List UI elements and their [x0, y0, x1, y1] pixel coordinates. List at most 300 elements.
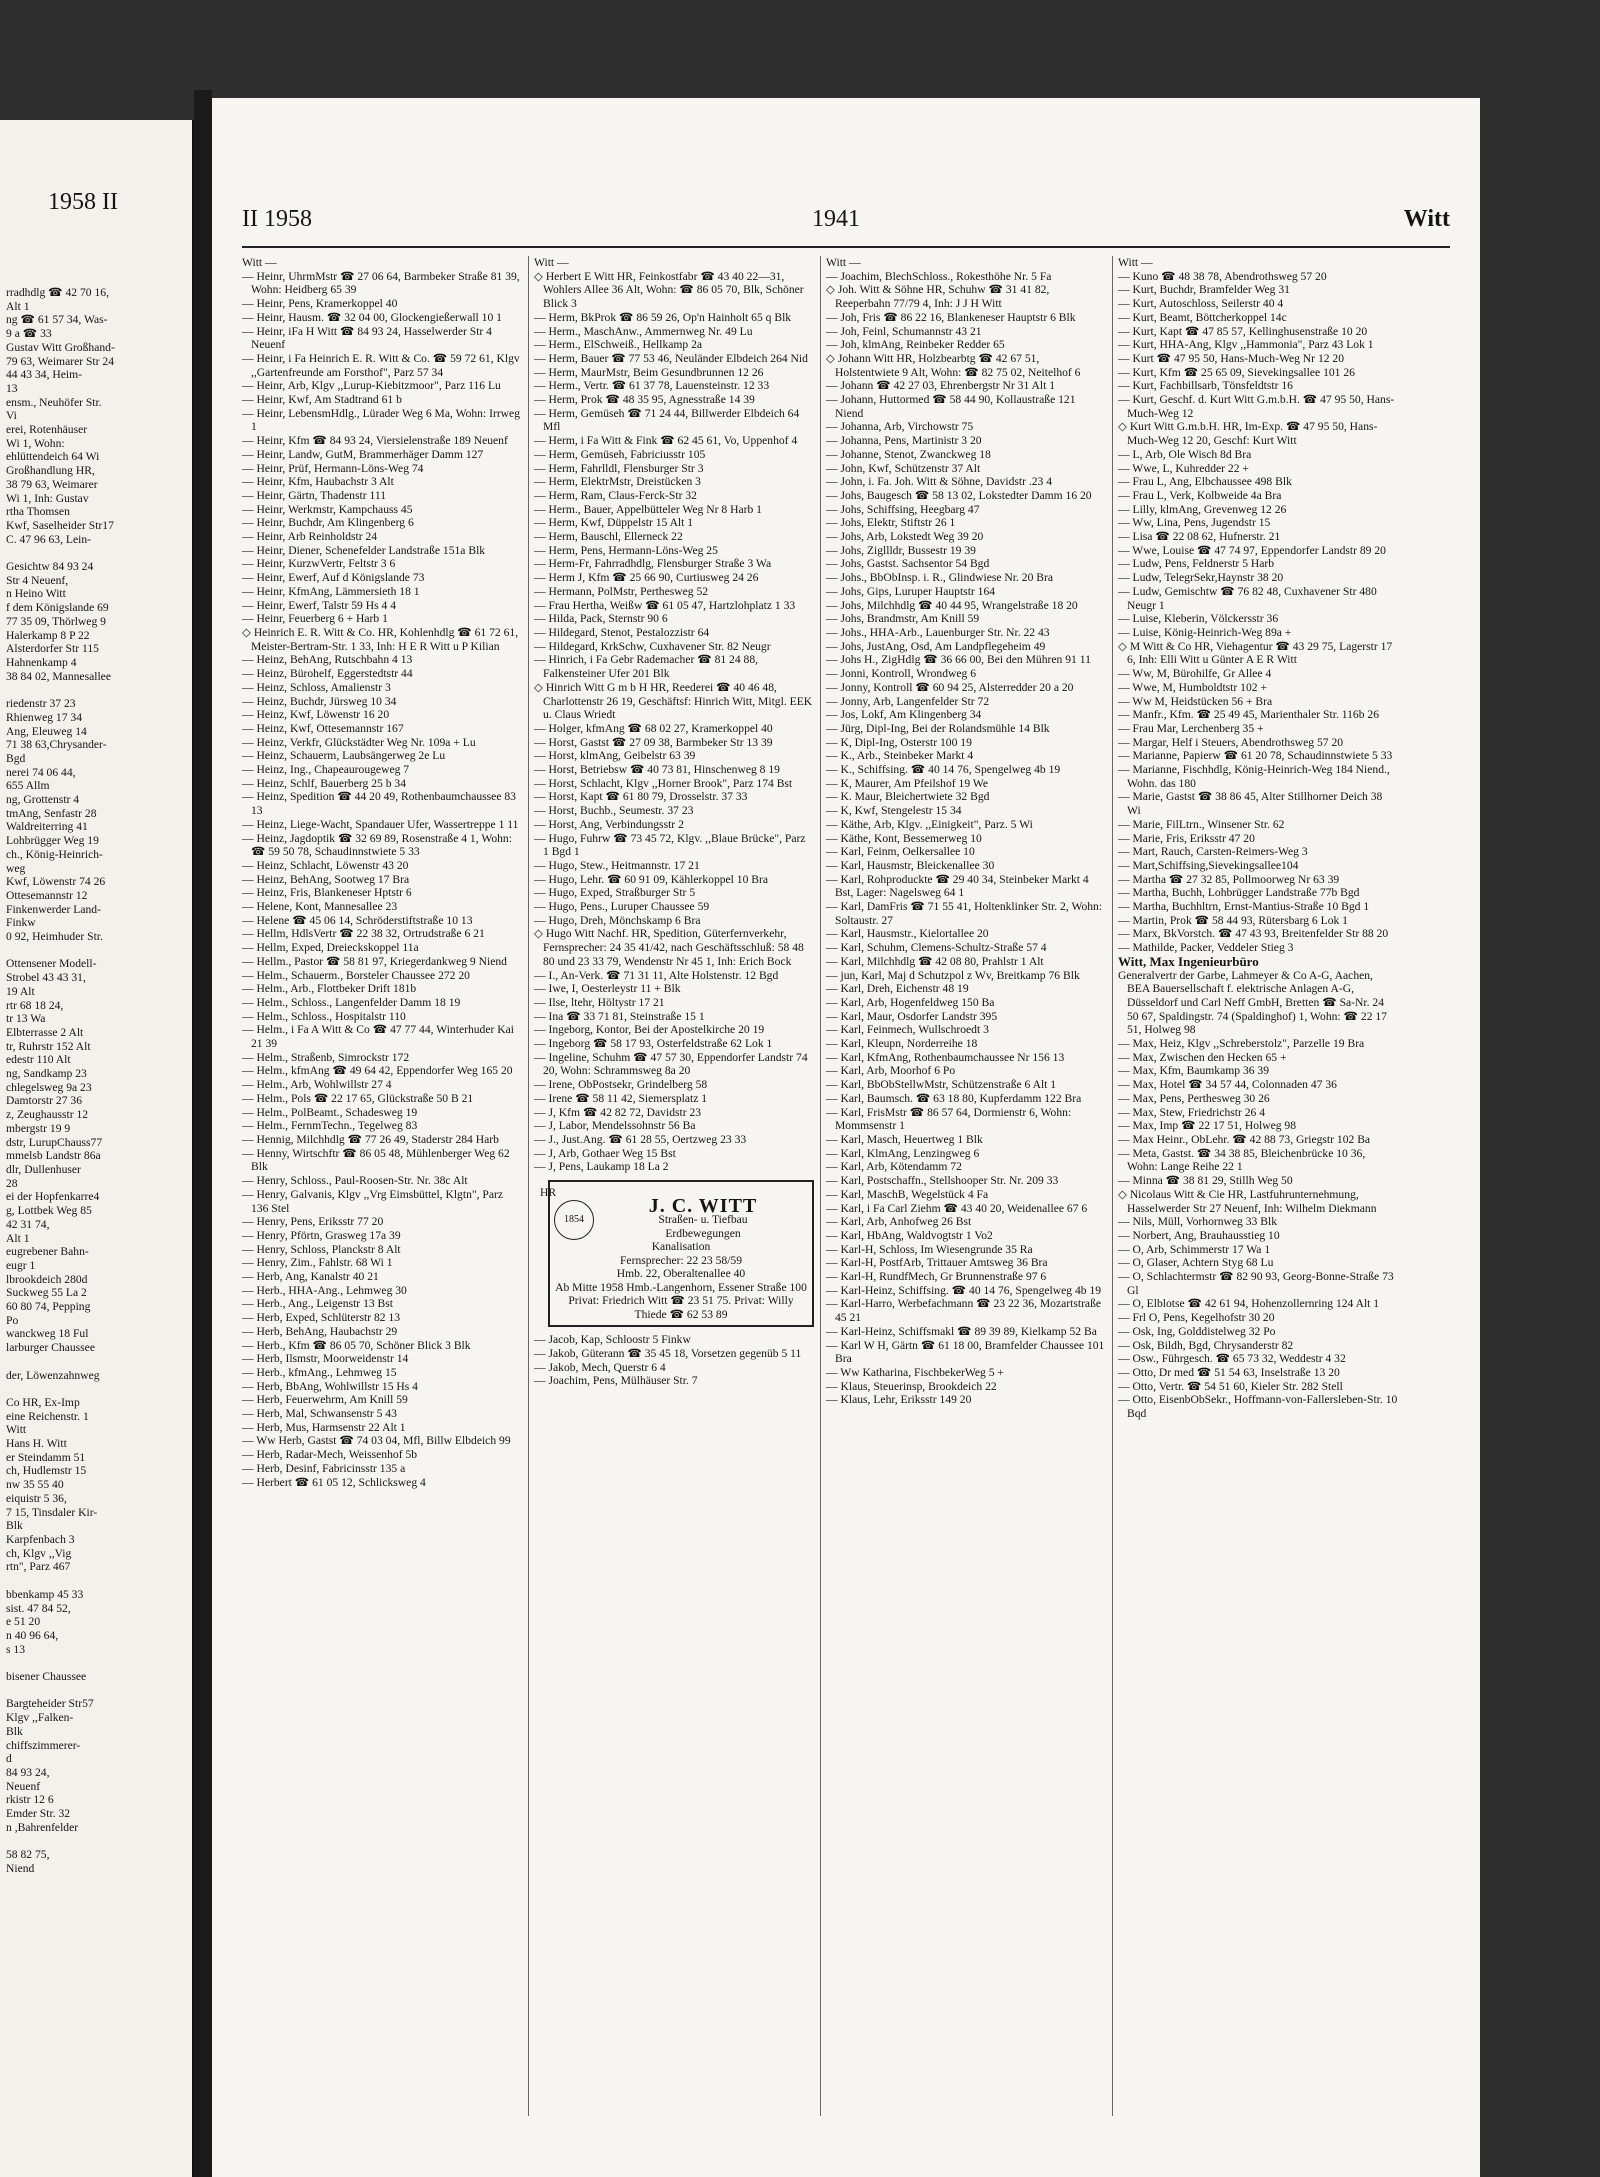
left-page-line: Blk — [6, 1724, 23, 1738]
directory-entry: — Helm., Arb, Wohlwillstr 27 4 — [242, 1078, 392, 1092]
directory-entry: — Heinr, Landw, GutM, Brammerhäger Damm 127 — [242, 447, 484, 461]
directory-entry: — Heinz, Bürohelf, Eggerstedtstr 44 — [242, 667, 413, 681]
directory-entry: — Mart, Rauch, Carsten-Reimers-Weg 3 — [1118, 845, 1308, 859]
directory-entry: — Herm, Kwf, Düppelstr 15 Alt 1 — [534, 516, 694, 530]
directory-entry: — Heinz, Kwf, Löwenstr 16 20 — [242, 708, 390, 722]
directory-entry: — Kurt, Buchdr, Bramfelder Weg 31 — [1118, 283, 1290, 297]
left-page-line: er Steindamm 51 — [6, 1450, 86, 1464]
directory-entry: — Mart,Schiffsing,Sievekingsallee104 — [1118, 858, 1299, 872]
directory-entry: — Kurt, Geschf. d. Kurt Witt G.m.b.H. ☎ 47 95 50, Hans-Much-Weg 12 — [1118, 393, 1395, 420]
advert-line: Fernsprecher: 22 23 58/59 — [619, 1253, 743, 1267]
advert-title: J. C. WITT — [648, 1194, 758, 1217]
book-gutter — [194, 90, 212, 2177]
directory-entry: ◇ Hugo Witt Nachf. HR, Spedition, Güterfernverkehr, Fernsprecher: 24 35 41/42, nach Geschäftsschluß: 58 48 80 und 23 33 79, Wendenstr Nr 45 1, Inh: Erich Bock — [534, 927, 804, 968]
left-page-line — [6, 1382, 190, 1396]
directory-entry: — Joh, Feinl, Schumannstr 43 21 — [826, 324, 982, 338]
advert-line: Kanalisation — [651, 1240, 711, 1254]
directory-entry: — Karl, Baumsch. ☎ 63 18 80, Kupferdamm 122 Bra — [826, 1091, 1082, 1105]
directory-entry: — Käthe, Kont, Bessemerweg 10 — [826, 831, 982, 845]
directory-entry: — Joachim, BlechSchloss., Rokesthöhe Nr. 5 Fa — [826, 269, 1052, 283]
directory-entry: — O, Schlachtermstr ☎ 82 90 93, Georg-Bonne-Straße 73 Gl — [1118, 1270, 1394, 1297]
directory-entry: — Frl O, Pens, Kegelhofstr 30 20 — [1118, 1311, 1275, 1325]
directory-entry: — Helm., Pols ☎ 22 17 65, Glückstraße 50 B 21 — [242, 1091, 474, 1105]
column-divider — [1112, 256, 1113, 2116]
directory-entry: — Lilly, klmAng, Grevenweg 12 26 — [1118, 502, 1287, 516]
directory-entry: — Jonny, Kontroll ☎ 60 94 25, Alsterredder 20 a 20 — [826, 680, 1074, 694]
directory-entry: ◇ M Witt & Co HR, Viehagentur ☎ 43 29 75, Lagerstr 17 6, Inh: Elli Witt u Günter A E R Witt — [1118, 639, 1393, 667]
directory-entry: — Johs, Gips, Luruper Hauptstr 164 — [826, 584, 996, 598]
left-page-line: rradhdlg ☎ 42 70 16, — [6, 286, 109, 299]
left-page-line: weg — [6, 861, 26, 875]
directory-entry: — Henry, Zim., Fahlstr. 68 Wi 1 — [242, 1256, 393, 1270]
directory-entry: — Holger, kfmAng ☎ 68 02 27, Kramerkoppel 40 — [534, 721, 773, 735]
directory-entry: — Helene ☎ 45 06 14, Schröderstiftstraße 10 13 — [242, 913, 473, 927]
directory-entry: — Herm, Gemüseh, Fabriciusstr 105 — [534, 447, 706, 461]
directory-entry: — Marie, Fris, Eriksstr 47 20 — [1118, 831, 1255, 845]
directory-entry: ◇ Johann Witt HR, Holzbearbtg ☎ 42 67 51, Holstentwiete 9 Alt, Wohn: ☎ 82 75 02, Neitelhof 6 — [826, 351, 1081, 379]
left-page-line: Elbterrasse 2 Alt — [6, 1025, 84, 1039]
directory-entry: — Joh, Fris ☎ 86 22 16, Blankeneser Hauptstr 6 Blk — [826, 310, 1076, 324]
directory-entry: — Otto, Vertr. ☎ 54 51 60, Kieler Str. 282 Stell — [1118, 1379, 1343, 1393]
directory-entry: — Otto, EisenbObSekr., Hoffmann-von-Fallersleben-Str. 10 Bqd — [1118, 1393, 1398, 1421]
directory-entry: — Johanna, Pens, Martinistr 3 20 — [826, 434, 982, 448]
directory-entry: — Martin, Prok ☎ 58 44 93, Rütersbarg 6 Lok 1 — [1118, 913, 1348, 927]
directory-entry: — J, Arb, Gothaer Weg 15 Bst — [534, 1146, 676, 1160]
directory-entry: — Herb., Kfm ☎ 86 05 70, Schöner Blick 3 Blk — [242, 1338, 471, 1352]
directory-entry: — Heinr, KfmAng, Lämmersieth 18 1 — [242, 584, 420, 598]
directory-entry: — Hugo, Exped, Straßburger Str 5 — [534, 886, 696, 900]
directory-entry: ◇ Hinrich Witt G m b H HR, Reederei ☎ 40 46 48, Charlottenstr 26 19, Geschäftsf: Hinrich Witt, Mitgl. EEK u. Claus Wriedt — [534, 680, 813, 722]
left-page-line: mmelsb Landstr 86a — [6, 1149, 101, 1163]
directory-entry: — Hennig, Milchhdlg ☎ 77 26 49, Staderstr 284 Harb — [242, 1133, 499, 1146]
left-page-line: Rhienweg 17 34 — [6, 710, 82, 724]
left-page-line: Wi 1, Wohn: — [6, 436, 65, 450]
left-page-line: wanckweg 18 Ful — [6, 1327, 89, 1341]
directory-entry: — Heinr, UhrmMstr ☎ 27 06 64, Barmbeker Straße 81 39, Wohn: Heidberg 65 39 — [242, 269, 520, 297]
left-page-header: 1958 II — [48, 189, 118, 215]
left-page-line — [6, 1574, 190, 1588]
left-page-line: tr 13 Wa — [6, 1012, 46, 1026]
left-page-line: larburger Chaussee — [6, 1341, 95, 1355]
directory-entry: — Heinz, Schloss, Amalienstr 3 — [242, 680, 391, 694]
left-page-line: C. 47 96 63, Lein- — [6, 532, 92, 546]
directory-entry: — J, Kfm ☎ 42 82 72, Davidstr 23 — [534, 1105, 702, 1119]
directory-entry: — Herm, Bauschl, Ellerneck 22 — [534, 530, 683, 544]
left-page-line: Alt 1 — [6, 1231, 30, 1245]
directory-entry: — Jonny, Arb, Langenfelder Str 72 — [826, 694, 990, 708]
directory-entry: — jun, Karl, Maj d Schutzpol z Wv, Breitkamp 76 Blk — [826, 968, 1080, 982]
left-page-line: chlegelsweg 9a 23 — [6, 1080, 92, 1094]
directory-entry: — Henry, Schloss, Planckstr 8 Alt — [242, 1242, 401, 1256]
left-page-line: n 40 96 64, — [6, 1628, 59, 1642]
directory-entry: — Iwe, I, Oesterleystr 11 + Blk — [534, 982, 681, 996]
left-page-line: g, Lottbek Weg 85 — [6, 1204, 92, 1218]
left-page-line: Gustav Witt Großhand- — [6, 340, 115, 354]
left-page-line: 84 93 24, — [6, 1765, 50, 1779]
directory-entry: — Max, Pens, Perthesweg 30 26 — [1118, 1091, 1270, 1105]
left-page-line: 38 84 02, Mannesallee — [6, 669, 111, 683]
left-page-line: ch, Klgv ,,Vig — [6, 1546, 72, 1560]
directory-entry: — Herm, BkProk ☎ 86 59 26, Op'n Hainholt 65 q Blk — [534, 310, 792, 324]
advert-marker: HR — [540, 1186, 557, 1200]
directory-entry: — Heinr, Kwf, Am Stadtrand 61 b — [242, 393, 402, 407]
directory-entry: — Herm J, Kfm ☎ 25 66 90, Curtiusweg 24 26 — [534, 571, 759, 585]
directory-entry: — Henry, Galvanis, Klgv ,,Vrg Eimsbüttel, Klgtn", Parz 136 Stel — [242, 1187, 503, 1215]
directory-entry: — Karl, Schuhm, Clemens-Schultz-Straße 57 4 — [826, 941, 1047, 955]
directory-entry: — Herm, Pens, Hermann-Löns-Weg 25 — [534, 543, 718, 557]
directory-entry: — Wwe, L, Kuhredder 22 + — [1118, 461, 1249, 475]
left-page-line: n ,Bahrenfelder — [6, 1820, 79, 1834]
directory-entry: — Hugo, Pens., Luruper Chaussee 59 — [534, 900, 710, 914]
directory-entry: — Irene ☎ 58 11 42, Siemersplatz 1 — [534, 1091, 708, 1105]
column-head: Witt — — [826, 256, 861, 269]
left-page-line: erei, Rotenhäuser — [6, 423, 88, 437]
directory-entry: — J, Pens, Laukamp 18 La 2 — [534, 1160, 669, 1174]
directory-entry: — John, Kwf, Schützenstr 37 Alt — [826, 461, 981, 475]
left-page-line: Suckweg 55 La 2 — [6, 1286, 87, 1300]
directory-entry: — Otto, Dr med ☎ 51 54 63, Inselstraße 13 20 — [1118, 1365, 1340, 1379]
directory-entry: — Karl-Heinz, Schiffsmakl ☎ 89 39 89, Kielkamp 52 Ba — [826, 1324, 1097, 1338]
left-page-line: Kwf, Saselheider Str17 — [6, 518, 114, 532]
directory-entry: — Klaus, Steuerinsp, Brookdeich 22 — [826, 1379, 997, 1393]
left-page-line: Strobel 43 43 31, — [6, 971, 86, 985]
directory-entry: — Mathilde, Packer, Veddeler Stieg 3 — [1118, 941, 1294, 955]
left-page-line: ng, Sandkamp 23 — [6, 1067, 87, 1081]
directory-entry: — Johs, Arb, Lokstedt Weg 39 20 — [826, 530, 984, 544]
directory-entry: — Heinr, KurzwVertr, Feltstr 3 6 — [242, 557, 396, 571]
directory-entry: — Helm., FernmTechn., Tegelweg 83 — [242, 1119, 418, 1133]
directory-entry: — K, Kwf, Stengelestr 15 34 — [826, 804, 962, 818]
directory-entry: — Heinz, Schlacht, Löwenstr 43 20 — [242, 858, 409, 872]
directory-entry: — Kurt ☎ 47 95 50, Hans-Much-Weg Nr 12 20 — [1118, 351, 1345, 365]
left-page-line — [6, 1834, 190, 1848]
directory-entry: — Heinz, Ing., Chapeaurougeweg 7 — [242, 763, 410, 777]
directory-entry: — Hermann, PolMstr, Perthesweg 52 — [534, 584, 709, 598]
directory-entry: — Herm., Bauer, Appelbütteler Weg Nr 8 Harb 1 — [534, 502, 762, 516]
directory-entry: — Max, Kfm, Baumkamp 36 39 — [1118, 1064, 1270, 1078]
left-page-line: bbenkamp 45 33 — [6, 1587, 84, 1601]
left-page-line: Bgd — [6, 751, 26, 765]
directory-entry: — Luise, Kleberin, Völckersstr 36 — [1118, 612, 1279, 626]
column-head: Witt — — [242, 256, 277, 269]
left-page-line: Gesichtw 84 93 24 — [6, 560, 94, 574]
directory-entry: — Karl, HbAng, Waldvogtstr 1 Vo2 — [826, 1228, 993, 1242]
directory-entry: — Johs, Elektr, Stiftstr 26 1 — [826, 516, 956, 530]
left-page-line: 9 a ☎ 33 — [6, 327, 52, 341]
left-page-line: 655 Allm — [6, 779, 50, 793]
left-page-line — [6, 546, 190, 560]
directory-entry: Witt, Max Ingenieurbüro — [1118, 953, 1259, 969]
left-page-line: 0 92, Heimhuder Str. — [6, 930, 103, 944]
directory-entry: — Karl, MaschB, Wegelstück 4 Fa — [826, 1187, 989, 1201]
advert-line: Ab Mitte 1958 Hmb.-Langenhorn, Essener Straße 100 — [555, 1280, 807, 1294]
directory-entry: — Horst, Gastst ☎ 27 09 38, Barmbeker Str 13 39 — [534, 735, 773, 749]
directory-entry: — Karl, Postschaffn., Stellshooper Str. Nr. 209 33 — [826, 1174, 1059, 1188]
directory-entry: — Jakob, Güterann ☎ 35 45 18, Vorsetzen gegenüb 5 11 — [534, 1346, 802, 1360]
directory-entry: — Herm, i Fa Witt & Fink ☎ 62 45 61, Vo, Uppenhof 4 — [534, 434, 798, 448]
directory-entry: — Herm., Vertr. ☎ 61 37 78, Lauensteinstr. 12 33 — [534, 379, 770, 393]
directory-entry: — Frau Mar, Lerchenberg 35 + — [1118, 721, 1264, 735]
directory-entry: — Karl, Masch, Heuertweg 1 Blk — [826, 1133, 983, 1146]
left-page-line: Ottensener Modell- — [6, 957, 97, 971]
directory-entry: — Kurt, Beamt, Böttcherkoppel 14c — [1118, 310, 1287, 324]
directory-entry: — Horst, Ang, Verbindungsstr 2 — [534, 817, 684, 831]
left-page-line: z, Zeughausstr 12 — [6, 1108, 89, 1122]
left-page-line: bisener Chaussee — [6, 1670, 87, 1684]
directory-entry: — Martha, Buchh, Lohbrügger Landstraße 77b Bgd — [1118, 886, 1360, 900]
directory-entry: — Heinz, Fris, Blankeneser Hptstr 6 — [242, 886, 412, 900]
directory-entry: — Meta, Gastst. ☎ 34 38 85, Bleichenbrücke 10 36, Wohn: Lange Reihe 22 1 — [1118, 1146, 1366, 1174]
left-page-line: rkistr 12 6 — [6, 1793, 54, 1807]
directory-entry: — Herbert ☎ 61 05 12, Schlicksweg 4 — [242, 1475, 426, 1489]
left-page-line: 13 — [6, 381, 18, 395]
directory-entry: — Johs, Baugesch ☎ 58 13 02, Lokstedter Damm 16 20 — [826, 488, 1092, 502]
directory-entry: — Johs, Schiffsing, Heegbarg 47 — [826, 502, 980, 516]
directory-entry: — K. Maur, Bleichertwiete 32 Bgd — [826, 790, 990, 804]
directory-entry: — Ilse, ltehr, Höltystr 17 21 — [534, 995, 665, 1009]
left-page-line: eugrebener Bahn- — [6, 1245, 89, 1259]
directory-entry: — Hinrich, i Fa Gebr Rademacher ☎ 81 24 88, Falkensteiner Ufer 201 Blk — [534, 653, 759, 681]
directory-entry: ◇ Joh. Witt & Söhne HR, Schuhw ☎ 31 41 82, Reeperbahn 77/79 4, Inh: J J H Witt — [826, 283, 1050, 311]
left-page-line: eugr 1 — [6, 1258, 36, 1272]
directory-entry: — Kurt, Kapt ☎ 47 85 57, Kellinghusenstraße 10 20 — [1118, 324, 1368, 338]
directory-entry: — Helm., Schloss., Langenfelder Damm 18 19 — [242, 995, 461, 1009]
directory-entry: — Helm., Schauerm., Borsteler Chaussee 272 20 — [242, 968, 470, 982]
directory-entry: — Karl, Dreh, Eichenstr 48 19 — [826, 982, 969, 996]
column-head: Witt — — [1118, 256, 1153, 269]
directory-entry: — Max, Heiz, Klgv ,,Schreberstolz", Parzelle 19 Bra — [1118, 1037, 1365, 1051]
directory-entry: — Karl, KfmAng, Rothenbaumchaussee Nr 156 13 — [826, 1050, 1065, 1064]
directory-entry: — Marie, FilLtrn., Winsener Str. 62 — [1118, 817, 1285, 831]
directory-entry: — Jürg, Dipl-Ing, Bei der Rolandsmühle 14 Blk — [826, 721, 1050, 735]
directory-entry: — Herm-Fr, Fahrradhdlg, Flensburger Straße 3 Wa — [534, 557, 772, 571]
left-page-line: Po — [6, 1313, 19, 1327]
left-page-line: 58 82 75, — [6, 1848, 50, 1862]
left-page-line: ng ☎ 61 57 34, Was- — [6, 313, 108, 327]
directory-entry: — Herm., ElSchweiß., Hellkamp 2a — [534, 338, 703, 352]
page-number: 1941 — [812, 206, 860, 232]
left-page-line: Waldreiterring 41 — [6, 820, 88, 834]
directory-entry: — Herb, Exped, Schlüterstr 82 13 — [242, 1311, 401, 1325]
directory-entry: — Ww, M, Bürohilfe, Gr Allee 4 — [1118, 667, 1272, 681]
directory-entry: — Karl-H, Schloss, Im Wiesengrunde 35 Ra — [826, 1242, 1033, 1256]
advertisement-box — [540, 1180, 814, 1327]
left-page-line: 79 63, Weimarer Str 24 — [6, 354, 115, 368]
directory-entry: — Hellm, Exped, Dreieckskoppel 11a — [242, 941, 419, 955]
directory-entry: — Herm, Gemüseh ☎ 71 24 44, Billwerder Elbdeich 64 Mfl — [534, 406, 800, 434]
left-page-line: 38 79 63, Weimarer — [6, 477, 98, 491]
left-page-line: der, Löwenzahnweg — [6, 1368, 100, 1382]
directory-entry: — Ingeborg, Kontor, Bei der Apostelkirche 20 19 — [534, 1023, 765, 1037]
directory-entry: — Johs, JustAng, Osd, Am Landpflegeheim 49 — [826, 639, 1046, 653]
left-page-line: Finkenwerder Land- — [6, 902, 101, 916]
directory-entry: — O, Elblotse ☎ 42 61 94, Hohenzollernring 124 Alt 1 — [1118, 1297, 1380, 1311]
directory-entry: — Heinz, BehAng, Rutschbahn 4 13 — [242, 653, 413, 667]
directory-entry: — Hugo, Dreh, Mönchskamp 6 Bra — [534, 913, 701, 927]
column-1 — [242, 256, 522, 1489]
directory-entry: — Herm, ElektrMstr, Dreistücken 3 — [534, 475, 701, 489]
directory-entry: — Kurt, HHA-Ang, Klgv ,,Hammonia", Parz 43 Lok 1 — [1118, 338, 1374, 352]
directory-entry: — Klaus, Lehr, Eriksstr 149 20 — [826, 1393, 972, 1407]
directory-entry: — Osk, Bildh, Bgd, Chrysanderstr 82 — [1118, 1338, 1294, 1352]
left-page-line: Niend — [6, 1861, 35, 1875]
directory-entry: — Kurt, Kfm ☎ 25 65 09, Sievekingsallee 101 26 — [1118, 365, 1355, 379]
directory-entry: — Frau Hertha, Weißw ☎ 61 05 47, Hartzlohplatz 1 33 — [534, 598, 796, 612]
left-page-line: Alsterdorfer Str 115 — [6, 642, 99, 656]
directory-entry: — Herb, Mal, Schwansenstr 5 43 — [242, 1407, 397, 1421]
left-page-line: Emder Str. 32 — [6, 1807, 71, 1821]
directory-entry: — Ina ☎ 33 71 81, Steinstraße 15 1 — [534, 1009, 705, 1023]
left-page-line: sist. 47 84 52, — [6, 1601, 71, 1615]
left-page-line: lbrookdeich 280d — [6, 1272, 88, 1286]
directory-entry: — Herm., MaschAnw., Ammernweg Nr. 49 Lu — [534, 324, 753, 338]
directory-entry: — Osk, Ing, Golddistelweg 32 Po — [1118, 1324, 1276, 1338]
directory-entry: — Herm, Fahrlldl, Flensburger Str 3 — [534, 461, 704, 475]
left-page-line: Halerkamp 8 P 22 — [6, 628, 90, 642]
directory-entry: — Helm., i Fa A Witt & Co ☎ 47 77 44, Winterhuder Kai 21 39 — [242, 1023, 514, 1051]
directory-entry: — Frau L, Verk, Kolbweide 4a Bra — [1118, 488, 1282, 502]
directory-entry: — Herb, Mus, Harmsenstr 22 Alt 1 — [242, 1420, 406, 1434]
directory-entry: — Herb, BehAng, Haubachstr 29 — [242, 1324, 398, 1338]
directory-entry: — Heinr, i Fa Heinrich E. R. Witt & Co. ☎ 59 72 61, Klgv ,,Gartenfreunde am Forsthof", Parz 57 34 — [242, 351, 520, 379]
directory-entry: — Hellm., Pastor ☎ 58 81 97, Kriegerdankweg 9 Niend — [242, 954, 507, 968]
directory-entry: — Helm., PolBeamt., Schadesweg 19 — [242, 1105, 418, 1119]
directory-entry: — Karl, FrisMstr ☎ 86 57 64, Dormienstr 6, Wohn: Mommsenstr 1 — [826, 1105, 1072, 1133]
left-page-line: rtha Thomsen — [6, 505, 70, 519]
directory-entry: — Ludw, Gemischtw ☎ 76 82 48, Cuxhavener Str 480 Neugr 1 — [1118, 584, 1377, 612]
directory-entry: — Hildegard, Stenot, Pestalozzistr 64 — [534, 625, 710, 639]
directory-entry: — Horst, klmAng, Geibelstr 63 39 — [534, 749, 696, 763]
directory-entry: — Kurt, Fachbillsarb, Tönsfeldtstr 16 — [1118, 379, 1293, 393]
directory-entry: — Karl, Arb, Kötendamm 72 — [826, 1160, 962, 1174]
directory-entry: — Heinr, Ewerf, Talstr 59 Hs 4 4 — [242, 598, 397, 612]
directory-entry: — Karl, BbObStellwMstr, Schützenstraße 6 Alt 1 — [826, 1078, 1057, 1092]
directory-entry: — Johs., BbObInsp. i. R., Glindwiese Nr. 20 Bra — [826, 571, 1054, 585]
left-page-line: Wi 1, Inh: Gustav — [6, 491, 89, 505]
directory-entry: — Ludw, Pens, Feldnerstr 5 Harb — [1118, 557, 1275, 571]
directory-entry: — Helm., Straßenb, Simrockstr 172 — [242, 1050, 410, 1064]
left-page-line: ng, Grottenstr 4 — [6, 793, 80, 807]
directory-entry: — Heinr, Werkmstr, Kampchauss 45 — [242, 502, 413, 516]
directory-entry: — Herb, Ilsmstr, Moorweidenstr 14 — [242, 1352, 409, 1366]
directory-entry: — Hugo, Fuhrw ☎ 73 45 72, Klgv. ,,Blaue Brücke", Parz 1 Bgd 1 — [534, 831, 806, 859]
directory-entry: — Herb, Radar-Mech, Weissenhof 5b — [242, 1448, 418, 1462]
directory-entry: — Helm., kfmAng ☎ 49 64 42, Eppendorfer Weg 165 20 — [242, 1064, 513, 1078]
directory-entry: — Herm, Bauer ☎ 77 53 46, Neuländer Elbdeich 264 Nid — [534, 351, 808, 365]
left-page-line: 7 15, Tinsdaler Kir- — [6, 1505, 98, 1519]
directory-entry: — Karl-Heinz, Schiffsing. ☎ 40 14 76, Spengelweg 4b 19 — [826, 1283, 1102, 1297]
directory-entry: — Henry, Pens, Eriksstr 77 20 — [242, 1215, 384, 1229]
left-page-lines — [6, 286, 190, 1876]
directory-entry: — Max Heinr., ObLehr. ☎ 42 88 73, Griegstr 102 Ba — [1118, 1133, 1371, 1146]
left-page-line: 19 Alt — [6, 984, 35, 998]
column-3 — [826, 256, 1106, 1407]
directory-entry: — Karl, Arb, Moorhof 6 Po — [826, 1064, 956, 1078]
directory-entry: — Horst, Schlacht, Klgv ,,Horner Brook", Parz 174 Bst — [534, 776, 793, 790]
left-page-line: 28 — [6, 1176, 18, 1190]
directory-entry: — Lisa ☎ 22 08 62, Hufnerstr. 21 — [1118, 530, 1281, 544]
left-page-line: tr, Ruhrstr 152 Alt — [6, 1039, 91, 1053]
left-page-line — [6, 1355, 190, 1369]
directory-entry: — Heinr, Gärtn, Thadenstr 111 — [242, 488, 386, 502]
directory-entry: — Heinr, Pens, Kramerkoppel 40 — [242, 297, 398, 311]
header-right: Witt — [1403, 206, 1450, 232]
directory-entry: — Johanne, Stenot, Zwanckweg 18 — [826, 447, 991, 461]
directory-entry: — Karl, DamFris ☎ 71 55 41, Holtenklinker Str. 2, Wohn: Soltaustr. 27 — [826, 900, 1103, 927]
left-page-line: Ang, Eleuweg 14 — [6, 724, 87, 738]
left-page-line: Kwf, Löwenstr 74 26 — [6, 875, 106, 889]
left-page-line: Hans H. Witt — [6, 1437, 67, 1451]
directory-entry: — Herm, Ram, Claus-Ferck-Str 32 — [534, 488, 697, 502]
left-page-line: Damtorstr 27 36 — [6, 1094, 82, 1108]
directory-entry: — Heinr, iFa H Witt ☎ 84 93 24, Hasselwerder Str 4 Neuenf — [242, 324, 492, 352]
left-page-line: Blk — [6, 1519, 23, 1533]
directory-entry: — K., Schiffsing. ☎ 40 14 76, Spengelweg 4b 19 — [826, 763, 1061, 777]
left-page-line: 60 80 74, Pepping — [6, 1300, 91, 1314]
directory-entry: — Johs, Brandmstr, Am Knill 59 — [826, 612, 980, 626]
left-page-line: rtn", Parz 467 — [6, 1560, 71, 1574]
directory-entry: — Karl-H, PostfArb, Trittauer Amtsweg 36 Bra — [826, 1256, 1048, 1270]
directory-entry: — Hilda, Pack, Sternstr 90 6 — [534, 612, 668, 626]
directory-entry: — Wwe, Louise ☎ 47 74 97, Eppendorfer Landstr 89 20 — [1118, 543, 1386, 557]
left-page-line: rtr 68 18 24, — [6, 998, 64, 1012]
directory-entry: — Käthe, Arb, Klgv. ,,Einigkeit", Parz. 5 Wi — [826, 817, 1033, 831]
directory-entry: — Johann, Huttormed ☎ 58 44 90, Kollaustraße 121 Niend — [826, 393, 1076, 420]
directory-entry: — Manfr., Kfm. ☎ 25 49 45, Marienthaler Str. 116b 26 — [1118, 708, 1379, 722]
header-left: II 1958 — [242, 206, 312, 232]
left-page-line: 77 35 09, Thörlweg 9 — [6, 614, 106, 628]
left-page-line: eine Reichenstr. 1 — [6, 1409, 89, 1423]
left-page-line: Str 4 Neuenf, — [6, 573, 69, 587]
directory-entry: — Henny, Wirtschftr ☎ 86 05 48, Mühlenberger Weg 62 Blk — [242, 1146, 510, 1174]
directory-entry: — Hellm, HdlsVertr ☎ 22 38 32, Ortrudstraße 6 21 — [242, 927, 485, 941]
directory-entry: — Heinz, BehAng, Sootweg 17 Bra — [242, 872, 410, 886]
left-page-line: chiffszimmerer- — [6, 1738, 81, 1752]
directory-entry: — Heinr, LebensmHdlg., Lürader Weg 6 Ma, Wohn: Irrweg 1 — [242, 406, 520, 434]
directory-entry: — Norbert, Ang, Brauhausstieg 10 — [1118, 1228, 1280, 1242]
directory-entry: — I., An-Verk. ☎ 71 31 11, Alte Holstenstr. 12 Bgd — [534, 968, 779, 982]
left-page-line: ei der Hopfenkarre4 — [6, 1190, 100, 1204]
directory-entry: — Helene, Kont, Mannesallee 23 — [242, 900, 398, 914]
directory-entry: — Johs, Gastst. Sachsentor 54 Bgd — [826, 557, 990, 571]
directory-entry: — K, Maurer, Am Pfeilshof 19 We — [826, 776, 988, 790]
left-page-line: Hahnenkamp 4 — [6, 655, 77, 669]
directory-entry: — Ww M, Heidstücken 56 + Bra — [1118, 694, 1273, 708]
directory-entry: ◇ Herbert E Witt HR, Feinkostfabr ☎ 43 40 22—31, Wohlers Allee 36 Alt, Wohn: ☎ 86 05 70, Blk, Schöner Blick 3 — [534, 269, 804, 311]
directory-entry: — Max, Imp ☎ 22 17 51, Holweg 98 — [1118, 1119, 1297, 1133]
directory-entry: — Heinr, Diener, Schenefelder Landstraße 151a Blk — [242, 543, 486, 557]
directory-entry: — Heinz, Schauerm, Laubsängerweg 2e Lu — [242, 749, 446, 763]
left-page-line: Ottesemannstr 12 — [6, 888, 88, 902]
left-page-line: Alt 1 — [6, 299, 30, 313]
left-page-line: tmAng, Senfastr 28 — [6, 806, 97, 820]
left-page-line: nerei 74 06 44, — [6, 765, 76, 779]
directory-entry: — O, Arb, Schimmerstr 17 Wa 1 — [1118, 1242, 1271, 1256]
directory-entry: — Herm, Prok ☎ 48 35 95, Agnesstraße 14 39 — [534, 393, 755, 407]
left-page-line: 44 43 34, Heim- — [6, 368, 82, 382]
left-page — [0, 120, 194, 2177]
column-divider — [528, 256, 529, 2116]
directory-entry: — Heinz, Schlf, Bauerberg 25 b 34 — [242, 776, 406, 790]
directory-entry: — Marianne, Papierw ☎ 61 20 78, Schaudinnstwiete 5 33 — [1118, 749, 1393, 763]
left-page-line: dlr, Dullenhuser — [6, 1163, 81, 1176]
directory-entry: — Johann ☎ 42 27 03, Ehrenbergstr Nr 31 Alt 1 — [826, 379, 1056, 393]
directory-entry: — Karl W H, Gärtn ☎ 61 18 00, Bramfelder Chaussee 101 Bra — [826, 1338, 1105, 1366]
directory-entry: — Ww, Lina, Pens, Jugendstr 15 — [1118, 516, 1271, 530]
directory-entry: — Karl, Maur, Osdorfer Landstr 395 — [826, 1009, 998, 1023]
left-page-line: Neuenf — [6, 1779, 41, 1793]
directory-entry: ◇ Nicolaus Witt & Cie HR, Lastfuhrunternehmung, Hasselwerder Str 27 Neuenf, Inh: Wilhelm Diekmann — [1118, 1187, 1377, 1215]
